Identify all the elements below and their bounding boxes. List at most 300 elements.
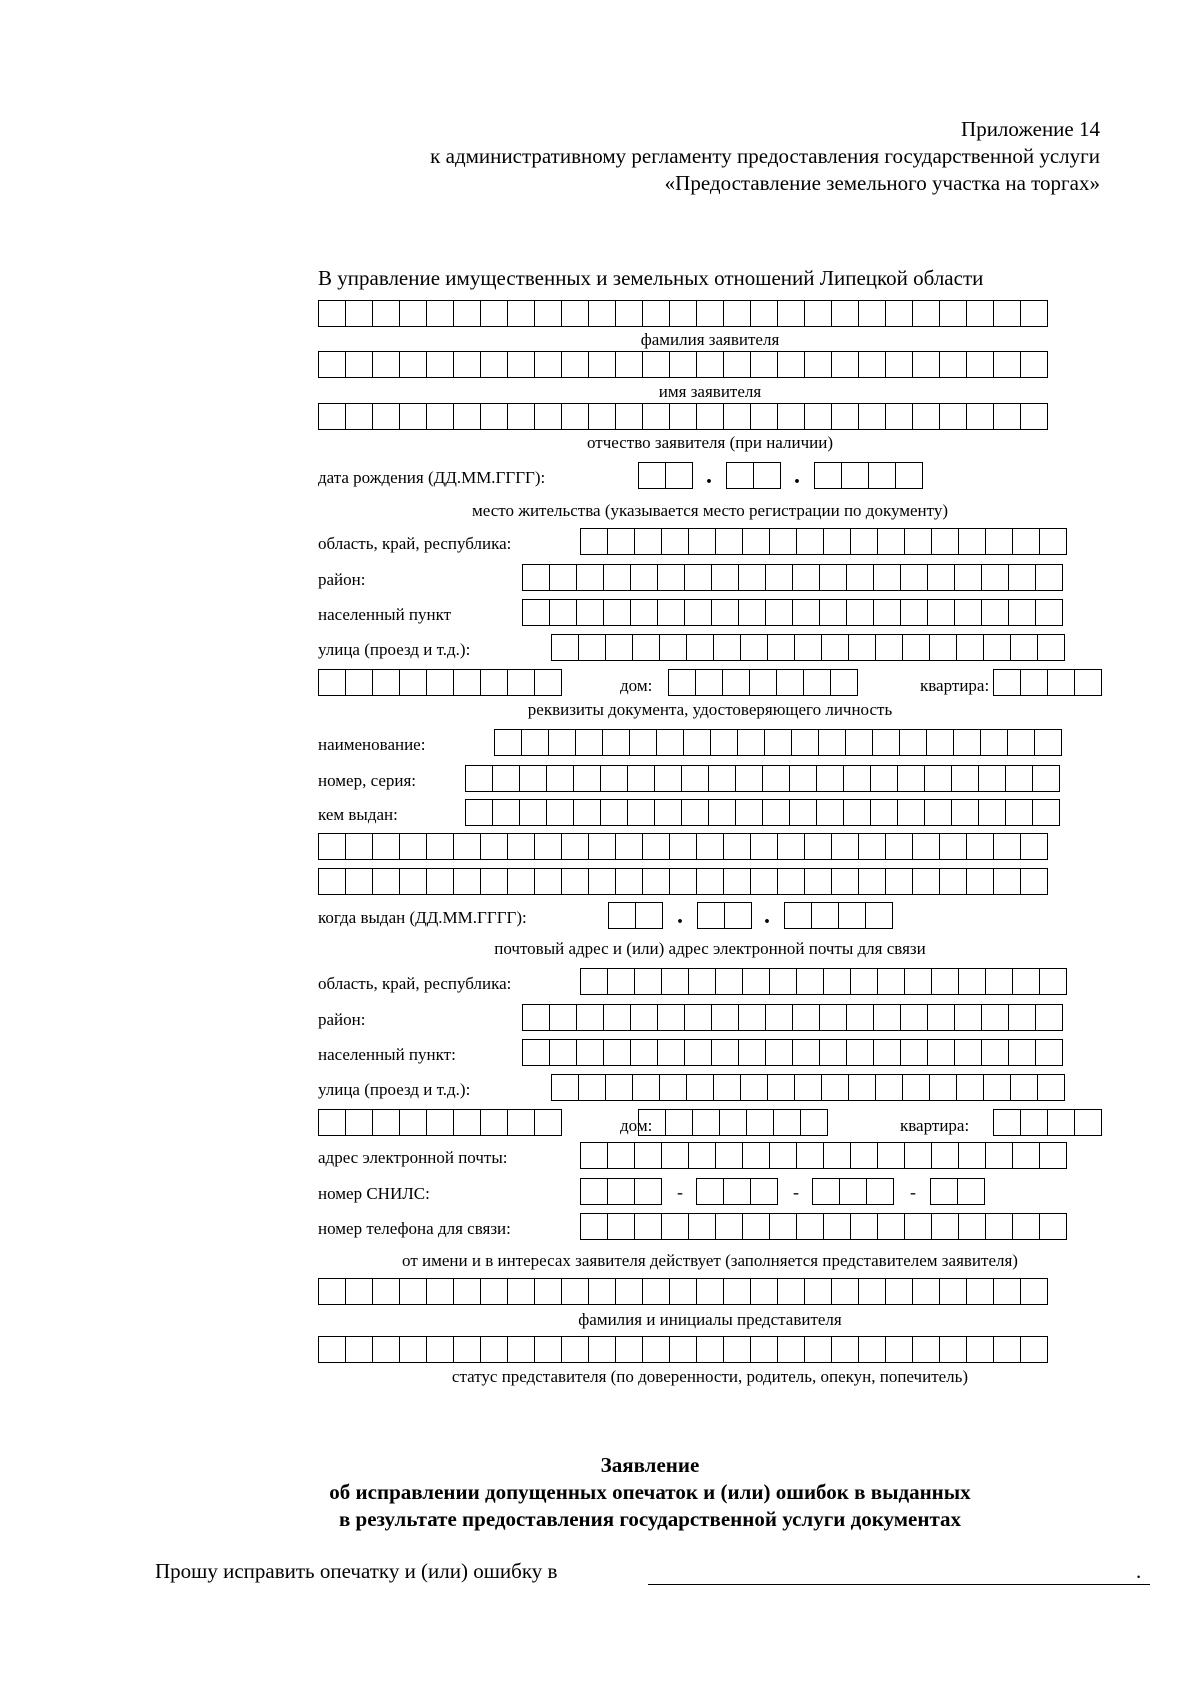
char-cell[interactable] (659, 634, 687, 661)
char-cell[interactable] (561, 868, 589, 895)
char-cell[interactable] (634, 1142, 662, 1169)
char-cell[interactable] (519, 765, 547, 792)
char-cell[interactable] (688, 528, 716, 555)
char-cell[interactable] (318, 403, 346, 430)
char-cell[interactable] (1012, 1142, 1040, 1169)
char-cell[interactable] (372, 1109, 400, 1136)
char-cell[interactable] (951, 765, 979, 792)
char-cell[interactable] (930, 1178, 958, 1205)
char-cell[interactable] (954, 1039, 982, 1066)
char-cell[interactable] (665, 462, 693, 489)
char-cell[interactable] (713, 1074, 741, 1101)
char-cell[interactable] (576, 1004, 604, 1031)
char-cell[interactable] (480, 1109, 508, 1136)
char-cell[interactable] (777, 351, 805, 378)
char-cell[interactable] (507, 300, 535, 327)
char-cell[interactable] (740, 634, 768, 661)
char-cell[interactable] (872, 729, 900, 756)
char-cell[interactable] (1020, 833, 1048, 860)
char-cell[interactable] (791, 729, 819, 756)
char-cell[interactable] (686, 1074, 714, 1101)
char-cell[interactable] (858, 868, 886, 895)
char-cell[interactable] (912, 300, 940, 327)
char-cell[interactable] (1037, 1074, 1065, 1101)
char-cell[interactable] (669, 1278, 697, 1305)
char-cell[interactable] (958, 1213, 986, 1240)
char-cell[interactable] (1020, 300, 1048, 327)
snils-part-4[interactable] (930, 1178, 984, 1205)
char-cell[interactable] (816, 799, 844, 826)
char-cell[interactable] (777, 300, 805, 327)
char-cell[interactable] (638, 1109, 666, 1136)
char-cell[interactable] (858, 833, 886, 860)
char-cell[interactable] (605, 1074, 633, 1101)
char-cell[interactable] (480, 1278, 508, 1305)
char-cell[interactable] (764, 729, 792, 756)
char-cell[interactable] (607, 1213, 635, 1240)
char-cell[interactable] (885, 1336, 913, 1363)
char-cell[interactable] (966, 1278, 994, 1305)
char-cell[interactable] (980, 729, 1008, 756)
postal-street-field[interactable] (551, 1074, 1064, 1101)
char-cell[interactable] (1074, 1109, 1102, 1136)
char-cell[interactable] (830, 669, 858, 696)
char-cell[interactable] (1005, 799, 1033, 826)
char-cell[interactable] (792, 1039, 820, 1066)
char-cell[interactable] (580, 528, 608, 555)
char-cell[interactable] (804, 1278, 832, 1305)
char-cell[interactable] (939, 403, 967, 430)
char-cell[interactable] (846, 1004, 874, 1031)
char-cell[interactable] (345, 351, 373, 378)
char-cell[interactable] (792, 564, 820, 591)
char-cell[interactable] (696, 868, 724, 895)
postal-apartment-field[interactable] (993, 1109, 1101, 1136)
char-cell[interactable] (904, 968, 932, 995)
char-cell[interactable] (522, 1004, 550, 1031)
name-field[interactable] (318, 351, 1047, 378)
char-cell[interactable] (688, 1142, 716, 1169)
patronymic-field[interactable] (318, 403, 1047, 430)
char-cell[interactable] (711, 1004, 739, 1031)
char-cell[interactable] (715, 1142, 743, 1169)
char-cell[interactable] (465, 765, 493, 792)
char-cell[interactable] (983, 634, 1011, 661)
char-cell[interactable] (607, 1142, 635, 1169)
char-cell[interactable] (372, 351, 400, 378)
char-cell[interactable] (630, 1039, 658, 1066)
char-cell[interactable] (796, 528, 824, 555)
issued-by-field[interactable] (465, 799, 1059, 826)
char-cell[interactable] (993, 868, 1021, 895)
char-cell[interactable] (632, 1074, 660, 1101)
char-cell[interactable] (507, 403, 535, 430)
char-cell[interactable] (742, 528, 770, 555)
char-cell[interactable] (696, 833, 724, 860)
char-cell[interactable] (521, 729, 549, 756)
char-cell[interactable] (642, 1278, 670, 1305)
char-cell[interactable] (654, 799, 682, 826)
char-cell[interactable] (1020, 1278, 1048, 1305)
char-cell[interactable] (399, 300, 427, 327)
char-cell[interactable] (551, 1074, 579, 1101)
char-cell[interactable] (657, 564, 685, 591)
char-cell[interactable] (603, 599, 631, 626)
char-cell[interactable] (580, 968, 608, 995)
char-cell[interactable] (603, 1039, 631, 1066)
char-cell[interactable] (814, 462, 842, 489)
char-cell[interactable] (939, 300, 967, 327)
char-cell[interactable] (399, 868, 427, 895)
char-cell[interactable] (1035, 564, 1063, 591)
char-cell[interactable] (615, 868, 643, 895)
char-cell[interactable] (534, 868, 562, 895)
char-cell[interactable] (480, 300, 508, 327)
char-cell[interactable] (957, 1178, 985, 1205)
char-cell[interactable] (534, 669, 562, 696)
char-cell[interactable] (819, 1039, 847, 1066)
char-cell[interactable] (993, 351, 1021, 378)
char-cell[interactable] (750, 300, 778, 327)
char-cell[interactable] (453, 1278, 481, 1305)
char-cell[interactable] (735, 799, 763, 826)
char-cell[interactable] (765, 599, 793, 626)
char-cell[interactable] (654, 765, 682, 792)
char-cell[interactable] (607, 968, 635, 995)
issued-day-field[interactable] (608, 902, 662, 929)
char-cell[interactable] (688, 968, 716, 995)
char-cell[interactable] (742, 1213, 770, 1240)
birth-year-field[interactable] (814, 462, 922, 489)
char-cell[interactable] (897, 799, 925, 826)
char-cell[interactable] (318, 300, 346, 327)
char-cell[interactable] (800, 1109, 828, 1136)
char-cell[interactable] (546, 765, 574, 792)
char-cell[interactable] (900, 564, 928, 591)
char-cell[interactable] (929, 634, 957, 661)
char-cell[interactable] (713, 634, 741, 661)
char-cell[interactable] (1039, 1142, 1067, 1169)
char-cell[interactable] (627, 765, 655, 792)
char-cell[interactable] (697, 902, 725, 929)
char-cell[interactable] (951, 799, 979, 826)
char-cell[interactable] (877, 1142, 905, 1169)
char-cell[interactable] (929, 1074, 957, 1101)
char-cell[interactable] (870, 799, 898, 826)
char-cell[interactable] (765, 1039, 793, 1066)
char-cell[interactable] (684, 599, 712, 626)
char-cell[interactable] (630, 1004, 658, 1031)
char-cell[interactable] (885, 403, 913, 430)
char-cell[interactable] (588, 351, 616, 378)
char-cell[interactable] (1005, 765, 1033, 792)
char-cell[interactable] (978, 765, 1006, 792)
char-cell[interactable] (507, 669, 535, 696)
char-cell[interactable] (885, 351, 913, 378)
char-cell[interactable] (642, 868, 670, 895)
char-cell[interactable] (738, 564, 766, 591)
char-cell[interactable] (843, 799, 871, 826)
char-cell[interactable] (576, 599, 604, 626)
char-cell[interactable] (578, 1074, 606, 1101)
char-cell[interactable] (399, 669, 427, 696)
char-cell[interactable] (904, 1142, 932, 1169)
char-cell[interactable] (600, 765, 628, 792)
char-cell[interactable] (642, 833, 670, 860)
char-cell[interactable] (549, 564, 577, 591)
char-cell[interactable] (600, 799, 628, 826)
char-cell[interactable] (846, 1039, 874, 1066)
char-cell[interactable] (858, 1278, 886, 1305)
char-cell[interactable] (762, 799, 790, 826)
char-cell[interactable] (931, 528, 959, 555)
char-cell[interactable] (507, 1278, 535, 1305)
char-cell[interactable] (345, 868, 373, 895)
char-cell[interactable] (642, 351, 670, 378)
postal-region-field[interactable] (580, 968, 1066, 995)
char-cell[interactable] (426, 403, 454, 430)
char-cell[interactable] (804, 351, 832, 378)
char-cell[interactable] (900, 1039, 928, 1066)
char-cell[interactable] (789, 765, 817, 792)
char-cell[interactable] (578, 634, 606, 661)
char-cell[interactable] (715, 968, 743, 995)
char-cell[interactable] (534, 300, 562, 327)
char-cell[interactable] (588, 300, 616, 327)
char-cell[interactable] (958, 528, 986, 555)
char-cell[interactable] (318, 1278, 346, 1305)
rep-status-field[interactable] (318, 1336, 1047, 1363)
char-cell[interactable] (534, 1278, 562, 1305)
char-cell[interactable] (765, 564, 793, 591)
char-cell[interactable] (494, 729, 522, 756)
char-cell[interactable] (953, 729, 981, 756)
char-cell[interactable] (912, 833, 940, 860)
char-cell[interactable] (846, 564, 874, 591)
char-cell[interactable] (794, 634, 822, 661)
char-cell[interactable] (669, 833, 697, 860)
char-cell[interactable] (372, 833, 400, 860)
char-cell[interactable] (927, 599, 955, 626)
locality-field[interactable] (522, 599, 1062, 626)
char-cell[interactable] (958, 968, 986, 995)
char-cell[interactable] (372, 1336, 400, 1363)
char-cell[interactable] (696, 1178, 724, 1205)
char-cell[interactable] (777, 833, 805, 860)
char-cell[interactable] (708, 799, 736, 826)
char-cell[interactable] (480, 669, 508, 696)
char-cell[interactable] (804, 300, 832, 327)
char-cell[interactable] (695, 669, 723, 696)
char-cell[interactable] (904, 528, 932, 555)
char-cell[interactable] (858, 403, 886, 430)
char-cell[interactable] (480, 868, 508, 895)
char-cell[interactable] (811, 902, 839, 929)
char-cell[interactable] (615, 1278, 643, 1305)
char-cell[interactable] (1035, 1004, 1063, 1031)
char-cell[interactable] (711, 599, 739, 626)
char-cell[interactable] (877, 1213, 905, 1240)
char-cell[interactable] (821, 634, 849, 661)
char-cell[interactable] (776, 669, 804, 696)
char-cell[interactable] (1008, 1039, 1036, 1066)
char-cell[interactable] (722, 669, 750, 696)
char-cell[interactable] (399, 1278, 427, 1305)
char-cell[interactable] (549, 1004, 577, 1031)
char-cell[interactable] (993, 669, 1021, 696)
char-cell[interactable] (823, 968, 851, 995)
surname-field[interactable] (318, 300, 1047, 327)
char-cell[interactable] (1008, 564, 1036, 591)
char-cell[interactable] (723, 833, 751, 860)
char-cell[interactable] (634, 1213, 662, 1240)
char-cell[interactable] (1020, 1109, 1048, 1136)
house-field[interactable] (668, 669, 857, 696)
char-cell[interactable] (904, 1213, 932, 1240)
char-cell[interactable] (985, 528, 1013, 555)
email-field[interactable] (580, 1142, 1066, 1169)
char-cell[interactable] (900, 599, 928, 626)
postal-house-prefix-field[interactable] (318, 1109, 561, 1136)
char-cell[interactable] (615, 300, 643, 327)
char-cell[interactable] (927, 1004, 955, 1031)
char-cell[interactable] (750, 403, 778, 430)
char-cell[interactable] (634, 1178, 662, 1205)
char-cell[interactable] (848, 634, 876, 661)
char-cell[interactable] (426, 1336, 454, 1363)
char-cell[interactable] (426, 1278, 454, 1305)
district-field[interactable] (522, 564, 1062, 591)
char-cell[interactable] (966, 1336, 994, 1363)
char-cell[interactable] (823, 1142, 851, 1169)
char-cell[interactable] (345, 1278, 373, 1305)
char-cell[interactable] (372, 868, 400, 895)
char-cell[interactable] (912, 351, 940, 378)
char-cell[interactable] (926, 729, 954, 756)
char-cell[interactable] (843, 765, 871, 792)
char-cell[interactable] (846, 599, 874, 626)
char-cell[interactable] (831, 300, 859, 327)
char-cell[interactable] (1020, 669, 1048, 696)
char-cell[interactable] (507, 351, 535, 378)
char-cell[interactable] (845, 729, 873, 756)
char-cell[interactable] (1020, 1336, 1048, 1363)
char-cell[interactable] (627, 799, 655, 826)
char-cell[interactable] (966, 833, 994, 860)
char-cell[interactable] (696, 300, 724, 327)
char-cell[interactable] (426, 833, 454, 860)
char-cell[interactable] (426, 868, 454, 895)
char-cell[interactable] (750, 1178, 778, 1205)
char-cell[interactable] (954, 1004, 982, 1031)
char-cell[interactable] (819, 1004, 847, 1031)
postal-district-field[interactable] (522, 1004, 1062, 1031)
char-cell[interactable] (426, 1109, 454, 1136)
char-cell[interactable] (819, 564, 847, 591)
char-cell[interactable] (345, 669, 373, 696)
char-cell[interactable] (710, 729, 738, 756)
char-cell[interactable] (866, 1178, 894, 1205)
char-cell[interactable] (985, 1213, 1013, 1240)
char-cell[interactable] (993, 1336, 1021, 1363)
char-cell[interactable] (1012, 528, 1040, 555)
char-cell[interactable] (750, 351, 778, 378)
char-cell[interactable] (804, 833, 832, 860)
char-cell[interactable] (873, 564, 901, 591)
char-cell[interactable] (588, 1278, 616, 1305)
char-cell[interactable] (522, 599, 550, 626)
char-cell[interactable] (823, 1213, 851, 1240)
char-cell[interactable] (924, 799, 952, 826)
char-cell[interactable] (902, 634, 930, 661)
char-cell[interactable] (638, 462, 666, 489)
char-cell[interactable] (603, 1004, 631, 1031)
char-cell[interactable] (767, 1074, 795, 1101)
char-cell[interactable] (561, 403, 589, 430)
char-cell[interactable] (1020, 351, 1048, 378)
char-cell[interactable] (507, 1336, 535, 1363)
house-prefix-field[interactable] (318, 669, 561, 696)
char-cell[interactable] (345, 833, 373, 860)
char-cell[interactable] (630, 564, 658, 591)
char-cell[interactable] (993, 300, 1021, 327)
char-cell[interactable] (453, 1109, 481, 1136)
char-cell[interactable] (981, 599, 1009, 626)
char-cell[interactable] (580, 1178, 608, 1205)
char-cell[interactable] (875, 634, 903, 661)
char-cell[interactable] (1035, 1039, 1063, 1066)
char-cell[interactable] (789, 799, 817, 826)
char-cell[interactable] (372, 1278, 400, 1305)
char-cell[interactable] (724, 902, 752, 929)
char-cell[interactable] (635, 902, 663, 929)
char-cell[interactable] (956, 634, 984, 661)
char-cell[interactable] (576, 564, 604, 591)
char-cell[interactable] (816, 765, 844, 792)
char-cell[interactable] (688, 1213, 716, 1240)
char-cell[interactable] (684, 1039, 712, 1066)
char-cell[interactable] (954, 564, 982, 591)
char-cell[interactable] (796, 968, 824, 995)
char-cell[interactable] (902, 1074, 930, 1101)
char-cell[interactable] (873, 1039, 901, 1066)
char-cell[interactable] (723, 1336, 751, 1363)
char-cell[interactable] (629, 729, 657, 756)
char-cell[interactable] (345, 403, 373, 430)
postal-locality-field[interactable] (522, 1039, 1062, 1066)
char-cell[interactable] (696, 403, 724, 430)
doc-number-field[interactable] (465, 765, 1059, 792)
char-cell[interactable] (399, 351, 427, 378)
char-cell[interactable] (534, 1336, 562, 1363)
char-cell[interactable] (804, 403, 832, 430)
char-cell[interactable] (858, 1336, 886, 1363)
char-cell[interactable] (749, 669, 777, 696)
char-cell[interactable] (850, 528, 878, 555)
char-cell[interactable] (966, 300, 994, 327)
char-cell[interactable] (573, 765, 601, 792)
char-cell[interactable] (715, 1213, 743, 1240)
issued-by-line-2[interactable] (318, 833, 1047, 860)
char-cell[interactable] (657, 599, 685, 626)
char-cell[interactable] (931, 1142, 959, 1169)
char-cell[interactable] (708, 765, 736, 792)
char-cell[interactable] (723, 1178, 751, 1205)
char-cell[interactable] (750, 833, 778, 860)
char-cell[interactable] (831, 1336, 859, 1363)
char-cell[interactable] (993, 1278, 1021, 1305)
char-cell[interactable] (723, 300, 751, 327)
